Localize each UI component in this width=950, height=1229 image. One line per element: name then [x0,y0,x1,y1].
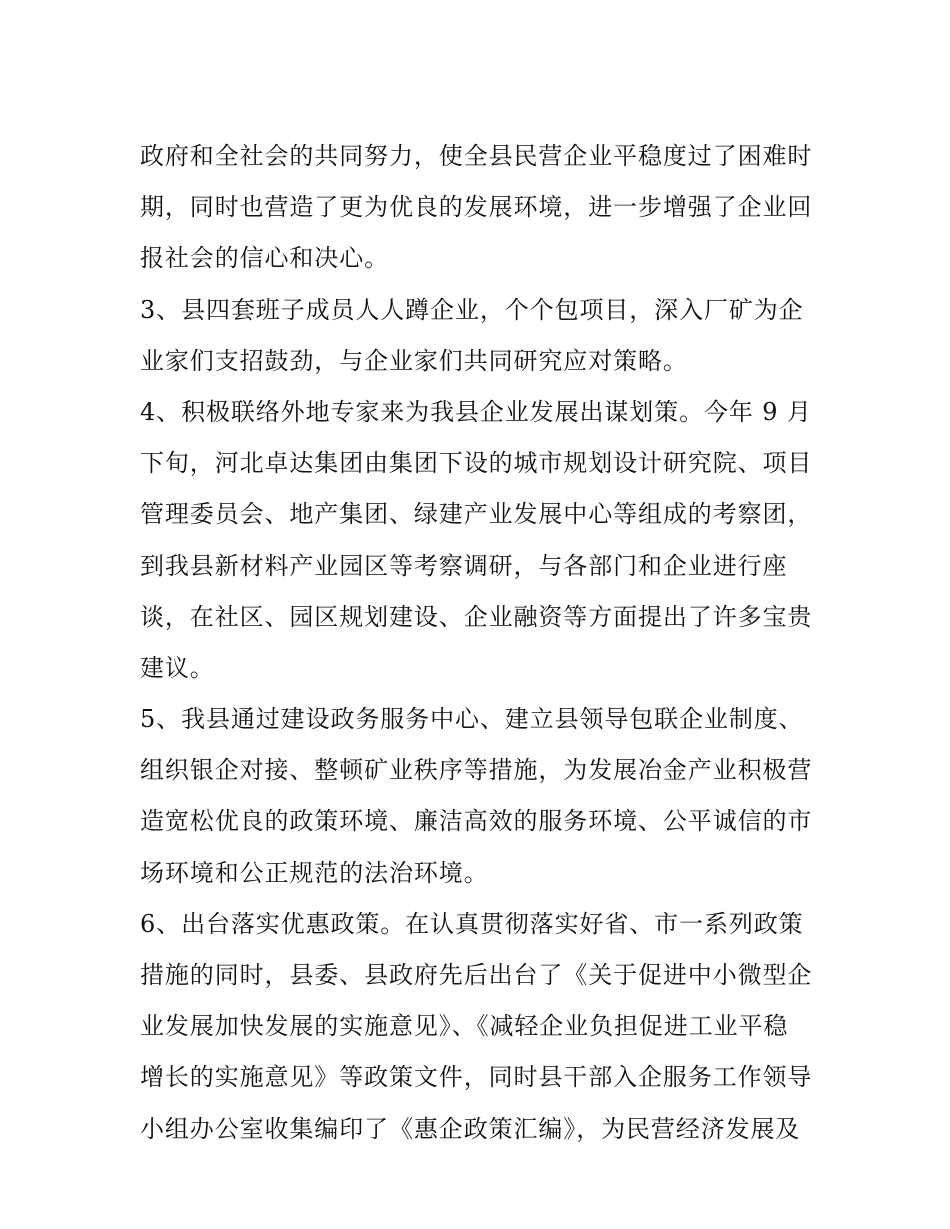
text-line-7: 下旬，河北卓达集团由集团下设的城市规划设计研究院、项目 [140,449,813,478]
text-line-14: 造宽松优良的政策环境、廉洁高效的服务环境、公平诚信的市 [140,807,813,836]
text-line-18: 业发展加快发展的实施意见》、《减轻企业负担促进工业平稳 [140,1012,789,1041]
text-line-17: 措施的同时，县委、县政府先后出台了《关于促进中小微型企 [140,961,813,989]
text-line-11: 建议。 [140,653,215,682]
text-line-4: 3、县四套班子成员人人蹲企业，个个包项目，深入厂矿为企 [140,295,804,324]
text-line-12: 5、我县通过建设政务服务中心、建立县领导包联企业制度、 [140,705,804,734]
text-line-9: 到我县新材料产业园区等考察调研，与各部门和企业进行座 [140,551,788,580]
text-line-20: 小组办公室收集编印了《惠企政策汇编》，为民营经济发展及 [140,1114,801,1143]
text-line-2: 期，同时也营造了更为优良的发展环境，进一步增强了企业回 [140,193,813,222]
text-line-10: 谈，在社区、园区规划建设、企业融资等方面提出了许多宝贵 [140,602,813,631]
text-line-3: 报社会的信心和决心。 [140,244,389,273]
text-line-6: 4、积极联络外地专家来为我县企业发展出谋划策。今年 9 月 [140,397,812,426]
text-line-16: 6、出台落实优惠政策。在认真贯彻落实好省、市一系列政策 [140,909,804,938]
text-line-13: 组织银企对接、整顿矿业秩序等措施，为发展冶金产业积极营 [140,756,813,785]
text-line-5: 业家们支招鼓劲，与企业家们共同研究应对策略。 [140,346,688,375]
text-line-19: 增长的实施意见》等政策文件，同时县干部入企服务工作领导 [140,1063,813,1092]
text-line-8: 管理委员会、地产集团、绿建产业发展中心等组成的考察团， [140,500,813,529]
text-line-1: 政府和全社会的共同努力，使全县民营企业平稳度过了困难时 [140,142,813,170]
text-line-15: 场环境和公正规范的法治环境。 [140,858,489,887]
body-text [140,131,820,1155]
